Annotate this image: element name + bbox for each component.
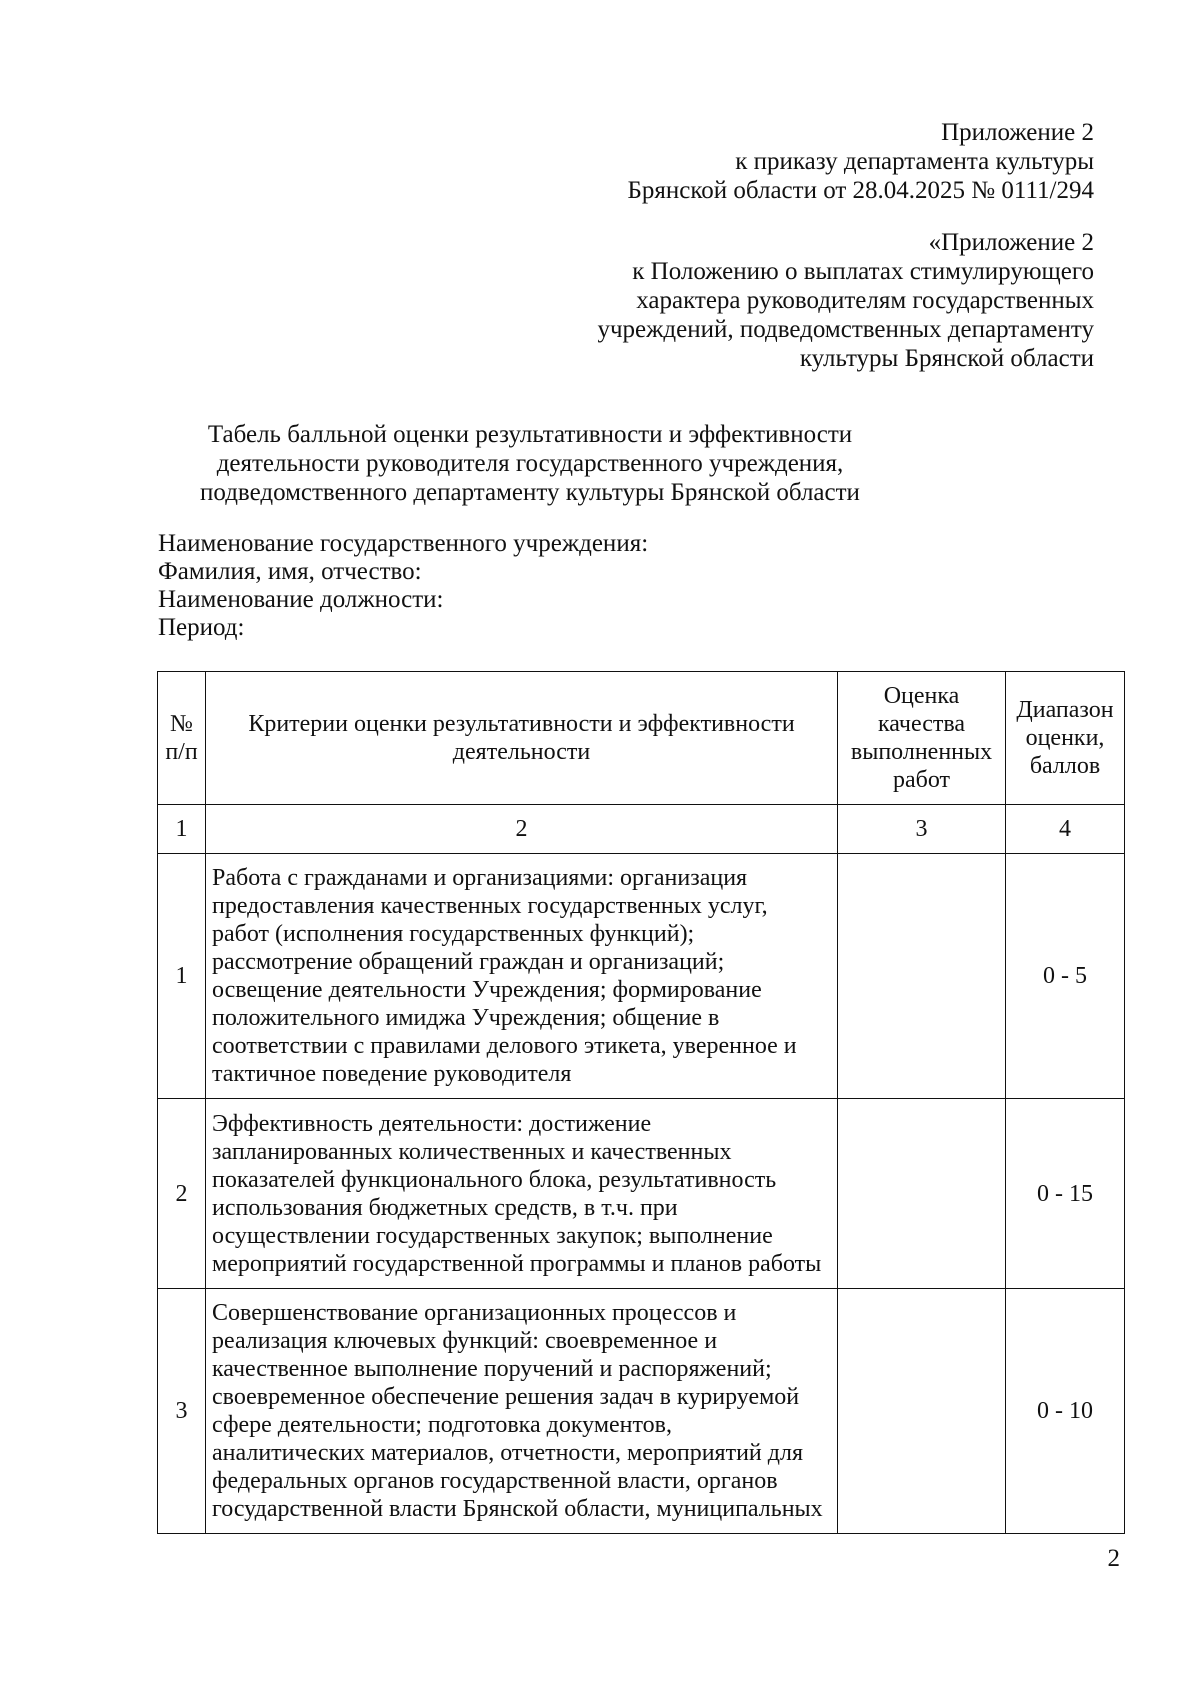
criteria-line: использования бюджетных средств, в т.ч. при (212, 1194, 678, 1221)
criteria-table (157, 671, 1125, 1534)
criteria-line: осуществлении государственных закупок; выполнение (212, 1222, 773, 1249)
criteria-line: запланированных количественных и качественных (212, 1138, 732, 1165)
attachment-line: Приложение 2 (941, 119, 1094, 146)
column-number: 4 (1006, 805, 1125, 854)
criteria-line: Работа с гражданами и организациями: организация (212, 865, 748, 891)
score-range: 0 - 5 (1006, 854, 1125, 1099)
regulation-line: к Положению о выплатах стимулирующего (632, 258, 1094, 285)
criteria-line: мероприятий государственной программы и планов работы (212, 1250, 822, 1277)
score-range: 0 - 15 (1006, 1099, 1125, 1289)
criteria-line: государственной власти Брянской области, муниципальных (212, 1496, 823, 1522)
criteria-line: сфере деятельности; подготовка документов, (212, 1412, 673, 1438)
title-line: деятельности руководителя государственного учреждения, (216, 450, 844, 477)
table-row (158, 1289, 1125, 1534)
row-number: 1 (158, 854, 206, 1099)
table-row (158, 1099, 1125, 1289)
regulation-attachment-header (597, 228, 1094, 373)
criteria-text (206, 854, 838, 1099)
criteria-line: показателей функционального блока, результативность (212, 1166, 777, 1193)
criteria-line: рассмотрение обращений граждан и организаций; (212, 949, 725, 975)
header-number (158, 672, 206, 805)
criteria-line: соответствии с правилами делового этикета, уверенное и (212, 1033, 797, 1059)
criteria-line: своевременное обеспечение решения задач в курируемой (212, 1384, 800, 1410)
header-criteria (206, 672, 838, 805)
table-header-row (158, 672, 1125, 805)
header-text: баллов (1029, 753, 1101, 779)
order-attachment-header (628, 118, 1094, 205)
header-text: оценки, (1025, 725, 1105, 751)
criteria-text (206, 1099, 838, 1289)
quality-score-cell (838, 854, 1006, 1099)
title-line: Табель балльной оценки результативности и эффективности (207, 421, 853, 448)
regulation-line: культуры Брянской области (799, 345, 1094, 372)
criteria-line: освещение деятельности Учреждения; формирование (212, 977, 762, 1003)
row-number: 3 (158, 1289, 206, 1534)
table-row (158, 854, 1125, 1099)
attachment-line: к приказу департамента культуры (735, 148, 1094, 175)
document-title (150, 420, 910, 507)
column-number: 2 (206, 805, 838, 854)
criteria-line: положительного имиджа Учреждения; общение в (212, 1005, 720, 1031)
header-text: Критерии оценки результативности и эффективности (248, 711, 795, 737)
criteria-line: аналитических материалов, отчетности, мероприятий для (212, 1440, 803, 1466)
full-name-field-label: Фамилия, имя, отчество: (158, 558, 422, 585)
title-line: подведомственного департаменту культуры Брянской области (200, 479, 860, 506)
header-text: качества (877, 711, 966, 737)
header-text: работ (892, 767, 951, 793)
form-fields (158, 530, 648, 642)
position-field-label: Наименование должности: (158, 586, 444, 613)
criteria-line: Эффективность деятельности: достижение (212, 1110, 652, 1137)
header-text: № (170, 711, 193, 737)
quality-score-cell (838, 1289, 1006, 1534)
header-text: выполненных (850, 739, 993, 765)
header-text: деятельности (452, 739, 591, 765)
header-text: п/п (165, 739, 198, 765)
period-field-label: Период: (158, 614, 245, 641)
institution-field-label: Наименование государственного учреждения: (158, 530, 649, 557)
regulation-line: учреждений, подведомственных департаменту (597, 316, 1094, 343)
header-quality (838, 672, 1006, 805)
row-number: 2 (158, 1099, 206, 1289)
score-range: 0 - 10 (1006, 1289, 1125, 1534)
quality-score-cell (838, 1099, 1006, 1289)
header-text: Оценка (883, 683, 960, 709)
column-number: 3 (838, 805, 1006, 854)
header-text: Диапазон (1016, 697, 1114, 723)
criteria-line: предоставления качественных государственных услуг, (212, 893, 768, 919)
column-number-row (158, 805, 1125, 854)
page-number: 2 (1107, 1545, 1120, 1572)
criteria-line: федеральных органов государственной власти, органов (212, 1468, 778, 1494)
criteria-text (206, 1289, 838, 1534)
attachment-line: Брянской области от 28.04.2025 № 0111/294 (627, 177, 1094, 204)
criteria-line: Совершенствование организационных процессов и (212, 1300, 737, 1326)
criteria-line: тактичное поведение руководителя (212, 1061, 572, 1087)
regulation-line: характера руководителям государственных (636, 287, 1094, 314)
column-number: 1 (158, 805, 206, 854)
header-range (1006, 672, 1125, 805)
criteria-line: работ (исполнения государственных функций); (212, 921, 695, 947)
criteria-line: реализация ключевых функций: своевременное и (212, 1328, 718, 1354)
criteria-line: качественное выполнение поручений и распоряжений; (212, 1356, 772, 1382)
regulation-line: «Приложение 2 (928, 229, 1094, 256)
